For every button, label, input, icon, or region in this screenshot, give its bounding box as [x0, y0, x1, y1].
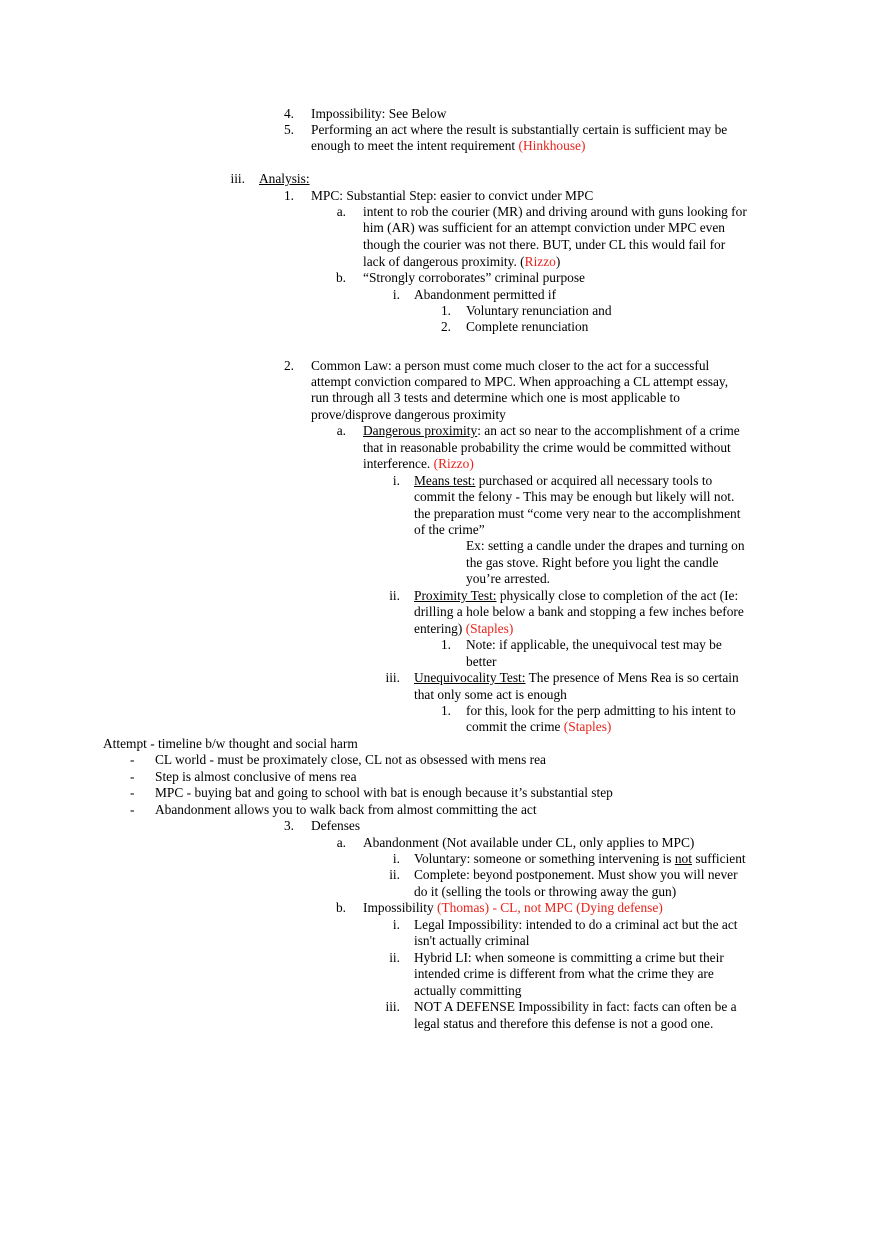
- impossibility-item: Impossibility: See Below: [311, 106, 447, 121]
- unequivocality-test-line: that only some act is enough: [414, 687, 567, 702]
- defenses-heading: Defenses: [311, 818, 361, 833]
- means-test-line: the preparation must “come very near to the accomplishment: [414, 506, 741, 521]
- means-example-line: Ex: setting a candle under the drapes and turning on: [466, 538, 745, 553]
- term: Unequivocality Test:: [414, 670, 526, 685]
- dangerous-proximity-line: that in reasonable probability the crime would be committed without: [363, 440, 731, 455]
- rizzo-example-line: him (AR) was sufficient for an attempt conviction under MPC even: [363, 220, 725, 235]
- unequivocality-sub-line: [466, 719, 611, 735]
- list-marker: 2.: [283, 358, 294, 373]
- corroborates-item: “Strongly corroborates” criminal purpose: [363, 270, 585, 285]
- hybrid-li-line: intended crime is different from what the crime they are: [414, 966, 714, 981]
- text-run: lack of dangerous proximity. (: [363, 254, 525, 269]
- means-example-line: the gas stove. Right before you light the candle: [466, 555, 719, 570]
- list-marker: 1.: [440, 303, 451, 318]
- list-marker: 1.: [283, 188, 294, 203]
- term: Proximity Test:: [414, 588, 497, 603]
- emphasis: not: [674, 851, 692, 866]
- list-marker: b.: [335, 900, 346, 915]
- impossibility-defense: [363, 900, 663, 916]
- list-marker: a.: [336, 423, 346, 438]
- list-marker: iii.: [385, 999, 400, 1014]
- text-run: : an act so near to the accomplishment of a crime: [477, 423, 740, 438]
- list-marker: 5.: [283, 122, 294, 137]
- list-marker: 1.: [440, 637, 451, 652]
- bullet-dash: -: [130, 752, 135, 767]
- list-marker: b.: [335, 270, 346, 285]
- list-marker: ii.: [389, 950, 400, 965]
- case-citation: (Hinkhouse): [518, 138, 586, 153]
- case-citation: (Staples): [563, 719, 612, 734]
- complete-line: do it (selling the tools or throwing away the gun): [414, 884, 677, 899]
- list-marker: 3.: [283, 818, 294, 833]
- unequivocality-sub-line: for this, look for the perp admitting to his intent to: [466, 703, 736, 718]
- abandonment-defense: Abandonment (Not available under CL, only applies to MPC): [363, 835, 695, 850]
- list-marker: 4.: [283, 106, 294, 121]
- bullet-dash: -: [130, 769, 135, 784]
- summary-bullet: Step is almost conclusive of mens rea: [155, 769, 357, 784]
- list-marker: 2.: [440, 319, 451, 334]
- list-marker: ii.: [389, 588, 400, 603]
- proximity-note-line: better: [466, 654, 497, 669]
- hybrid-li-line: actually committing: [414, 983, 522, 998]
- voluntary-line: [414, 851, 746, 867]
- legal-impossibility-line: Legal Impossibility: intended to do a criminal act but the act: [414, 917, 738, 932]
- means-example-line: you’re arrested.: [466, 571, 551, 586]
- text-run: purchased or acquired all necessary tools to: [475, 473, 713, 488]
- rizzo-example-line: [363, 254, 560, 270]
- case-citation: (Rizzo): [433, 456, 474, 471]
- factual-impossibility-line: NOT A DEFENSE Impossibility in fact: facts can often be a: [414, 999, 737, 1014]
- rizzo-example-line: intent to rob the courier (MR) and driving around with guns looking for: [363, 204, 747, 219]
- common-law-line: prove/disprove dangerous proximity: [311, 407, 506, 422]
- rizzo-example-line: though the courier was not there. BUT, under CL this would fail for: [363, 237, 726, 252]
- means-test-line: commit the felony - This may be enough but likely will not.: [414, 489, 735, 504]
- summary-bullet: Abandonment allows you to walk back from almost committing the act: [155, 802, 537, 817]
- proximity-test-line: drilling a hole below a bank and stopping a few inches before: [414, 604, 744, 619]
- means-test-line: [414, 473, 712, 489]
- text-run: Impossibility: [363, 900, 438, 915]
- legal-impossibility-line: isn't actually criminal: [414, 933, 530, 948]
- summary-bullet: CL world - must be proximately close, CL not as obsessed with mens rea: [155, 752, 546, 767]
- analysis-heading: Analysis:: [259, 171, 310, 186]
- list-marker: iii.: [385, 670, 400, 685]
- list-marker: i.: [392, 473, 400, 488]
- unequivocality-test-line: [414, 670, 739, 686]
- attempt-summary-heading: Attempt - timeline b/w thought and social harm: [103, 736, 358, 751]
- case-citation: (Staples): [465, 621, 514, 636]
- complete-renunciation: Complete renunciation: [466, 319, 589, 334]
- case-citation: Rizzo: [524, 254, 556, 269]
- list-marker: i.: [392, 851, 400, 866]
- text-run: ): [555, 254, 561, 269]
- text-run: physically close to completion of the act (Ie:: [496, 588, 739, 603]
- common-law-line: run through all 3 tests and determine which one is most applicable to: [311, 390, 680, 405]
- abandonment-permitted: Abandonment permitted if: [414, 287, 557, 302]
- list-marker: iii.: [230, 171, 245, 186]
- factual-impossibility-line: legal status and therefore this defense is not a good one.: [414, 1016, 714, 1031]
- text-run: The presence of Mens Rea is so certain: [525, 670, 739, 685]
- common-law-line: attempt conviction compared to MPC. When approaching a CL attempt essay,: [311, 374, 729, 389]
- dangerous-proximity-line: [363, 423, 740, 439]
- voluntary-renunciation: Voluntary renunciation and: [466, 303, 612, 318]
- common-law-line: Common Law: a person must come much closer to the act for a successful: [311, 358, 710, 373]
- text-run: enough to meet the intent requirement: [311, 138, 519, 153]
- proximity-note-line: Note: if applicable, the unequivocal test may be: [466, 637, 722, 652]
- list-marker: 1.: [440, 703, 451, 718]
- hybrid-li-line: Hybrid LI: when someone is committing a crime but their: [414, 950, 724, 965]
- proximity-test-line: [414, 588, 738, 604]
- bullet-dash: -: [130, 802, 135, 817]
- intent-item-line: Performing an act where the result is substantially certain is sufficient may be: [311, 122, 728, 137]
- means-test-line: of the crime”: [414, 522, 485, 537]
- text-run: commit the crime: [466, 719, 564, 734]
- term: Means test:: [414, 473, 476, 488]
- proximity-test-line: [414, 621, 513, 637]
- list-marker: i.: [392, 287, 400, 302]
- text-run: sufficient: [691, 851, 746, 866]
- bullet-dash: -: [130, 785, 135, 800]
- list-marker: i.: [392, 917, 400, 932]
- dangerous-proximity-line: [363, 456, 474, 472]
- intent-item-line: [311, 138, 585, 154]
- case-citation: (Thomas) - CL, not MPC (Dying defense): [437, 900, 663, 915]
- list-marker: ii.: [389, 867, 400, 882]
- complete-line: Complete: beyond postponement. Must show you will never: [414, 867, 738, 882]
- list-marker: a.: [336, 835, 346, 850]
- text-run: interference.: [363, 456, 434, 471]
- text-run: Voluntary: someone or something intervening is: [414, 851, 675, 866]
- mpc-item: MPC: Substantial Step: easier to convict under MPC: [311, 188, 594, 203]
- list-marker: a.: [336, 204, 346, 219]
- summary-bullet: MPC - buying bat and going to school with bat is enough because it’s substantial step: [155, 785, 613, 800]
- term: Dangerous proximity: [363, 423, 478, 438]
- text-run: entering): [414, 621, 466, 636]
